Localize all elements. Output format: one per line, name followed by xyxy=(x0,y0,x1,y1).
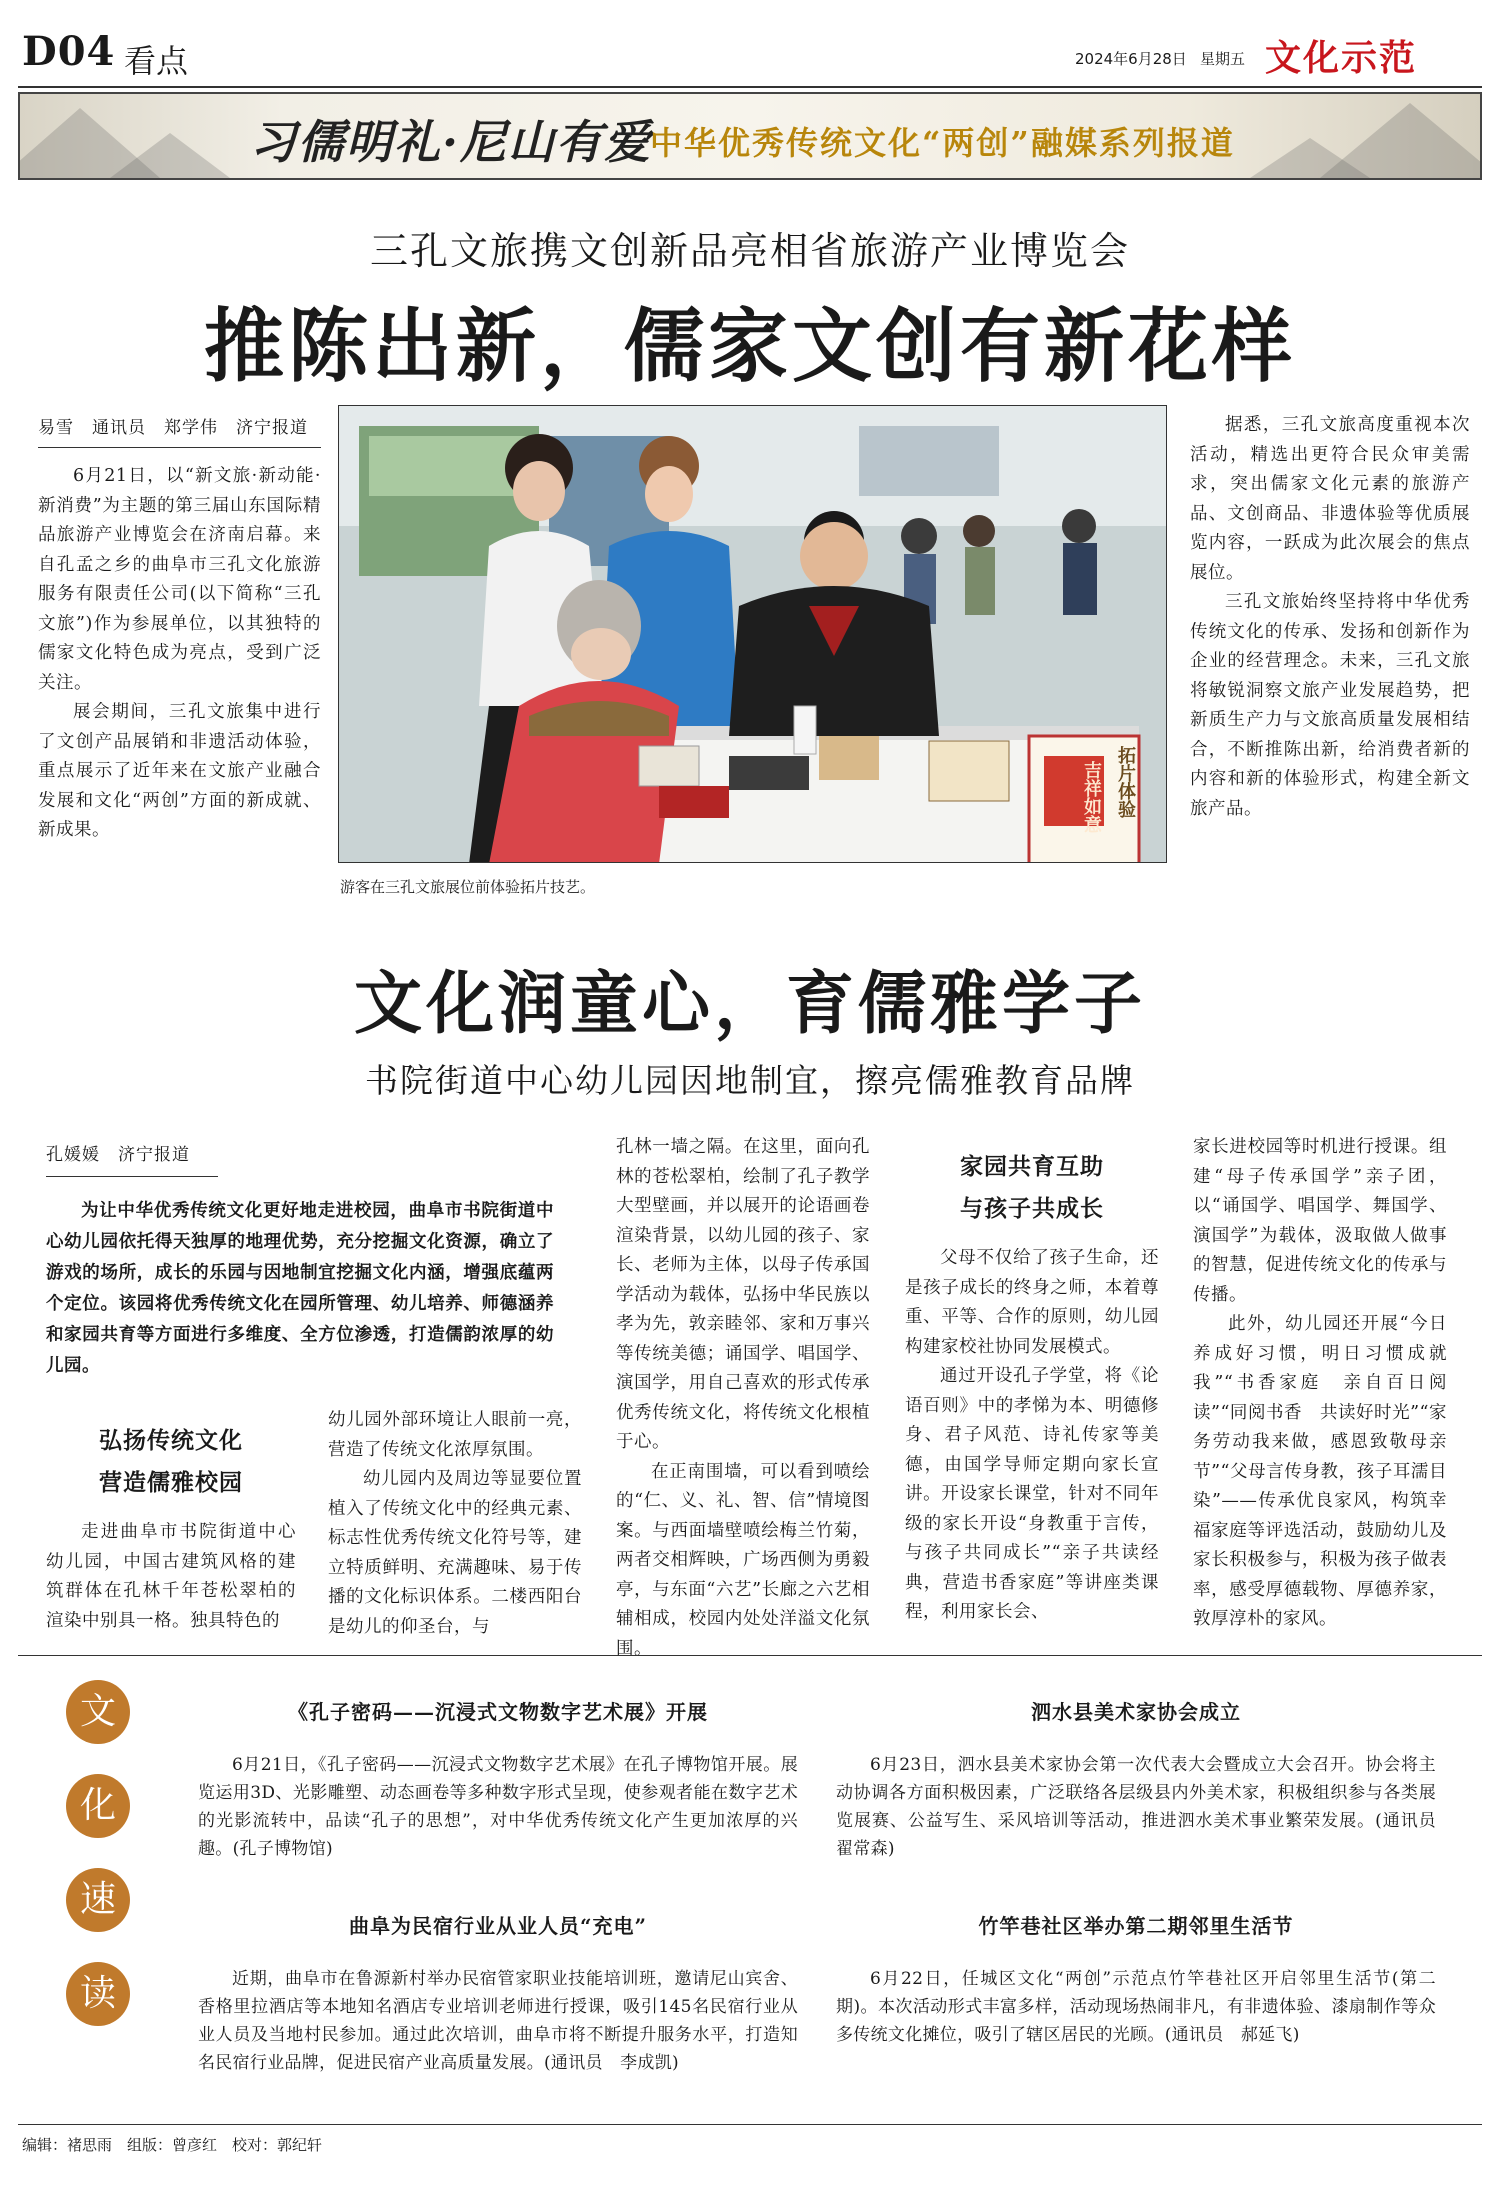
quickread-label-char: 速 xyxy=(66,1868,130,1932)
quickread-item-title: 泗水县美术家协会成立 xyxy=(1031,1700,1241,1724)
article1-photo xyxy=(338,405,1167,863)
section-rule xyxy=(18,1655,1482,1656)
article2-title: 文化润童心，育儒雅学子 xyxy=(353,964,1146,1044)
article2-column-2 xyxy=(328,1406,582,1642)
article2-column-4 xyxy=(905,1146,1159,1628)
paragraph: 幼儿园外部环境让人眼前一亮，营造了传统文化浓厚氛围。 xyxy=(328,1410,582,1460)
quickread-label-char: 文 xyxy=(66,1680,130,1744)
paragraph: 通过开设孔子学堂，将《论语百则》中的孝悌为本、明德修身、君子风范、诗礼传家等美德，由国学导师定期向家长宣讲。开设家长课堂，针对不同年级的家长开设“身教重于言传，与孩子共同成长”“亲子共读经典，营造书香家庭”等讲座类课程，利用家长会、 xyxy=(905,1366,1159,1622)
article2-byline: 孔媛媛 济宁报道 xyxy=(46,1145,190,1165)
quickread-item-title: 竹竿巷社区举办第二期邻里生活节 xyxy=(978,1914,1294,1938)
article1-subtitle: 三孔文旅携文创新品亮相省旅游产业博览会 xyxy=(369,229,1130,273)
paragraph: 据悉，三孔文旅高度重视本次活动，精选出更符合民众审美需求，突出儒家文化元素的旅游产品、文创商品、非遗体验等优质展览内容，一跃成为此次展会的焦点展位。 xyxy=(1190,415,1470,583)
byline-rule xyxy=(46,1176,218,1177)
quickread-item-2 xyxy=(836,1696,1454,1863)
header-rule xyxy=(18,86,1482,88)
mountain-decoration xyxy=(110,133,230,178)
subhead-2-line2: 与孩子共成长 xyxy=(960,1195,1104,1222)
paragraph: 在正南围墙，可以看到喷绘的“仁、义、礼、智、信”情境图案。与西面墙壁喷绘梅兰竹菊，两者交相辉映，广场西侧为勇毅亭，与东面“六艺”长廊之六艺相辅相成，校园内处处洋溢文化氛围。 xyxy=(616,1461,870,1659)
paragraph: 三孔文旅始终坚持将中华优秀传统文化的传承、发扬和创新作为企业的经营理念。未来，三孔文旅将敏锐洞察文旅产业发展趋势，把新质生产力与文旅高质量发展相结合，不断推陈出新，给消费者新的内容和新的体验形式，构建全新文旅产品。 xyxy=(1190,592,1470,819)
article2-column-5 xyxy=(1193,1133,1447,1635)
banner-series-title: 中华优秀传统文化“两创”融媒系列报道 xyxy=(650,124,1235,162)
section-name: 看点 xyxy=(124,42,189,80)
exhibition-photo-illustration xyxy=(339,406,1167,863)
footer-rule xyxy=(18,2124,1482,2125)
paragraph: 6月21日，以“新文旅·新动能·新消费”为主题的第三届山东国际精品旅游产业博览会在济南启幕。来自孔孟之乡的曲阜市三孔文化旅游服务有限责任公司(以下简称“三孔文旅”)作为参展单位，以其独特的儒家文化特色成为亮点，受到广泛关注。 xyxy=(38,466,321,693)
photo-red-seal-text: 吉祥如意 xyxy=(1081,761,1102,833)
subhead-1-line2: 营造儒雅校园 xyxy=(99,1469,243,1496)
article2-column-1 xyxy=(46,1420,296,1636)
quickread-item-body: 6月23日，泗水县美术家协会第一次代表大会暨成立大会召开。协会将主动协调各方面积极因素，广泛联络各层级县内外美术家，积极组织参与各类展览展赛、公益写生、采风培训等活动，推进泗水美术事业繁荣发展。(通讯员 翟常森) xyxy=(836,1755,1454,1859)
article1-byline: 易雪 通讯员 郑学伟 济宁报道 xyxy=(38,418,308,438)
paper-logo: 文化示范 xyxy=(1265,37,1418,79)
byline-rule xyxy=(38,447,321,448)
article2-subtitle: 书院街道中心幼儿园因地制宜，擦亮儒雅教育品牌 xyxy=(365,1061,1135,1100)
quickread-label-char: 化 xyxy=(66,1774,130,1838)
quickread-item-body: 近期，曲阜市在鲁源新村举办民宿管家职业技能培训班，邀请尼山宾舍、香格里拉酒店等本地知名酒店专业培训老师进行授课，吸引145名民宿行业从业人员及当地村民参加。通过此次培训，曲阜市将不断提升服务水平，打造知名民宿行业品牌，促进民宿产业高质量发展。(通讯员 李成凯) xyxy=(198,1969,798,2073)
subhead-2-line1: 家园共育互助 xyxy=(960,1153,1104,1180)
quickread-item-title: 曲阜为民宿行业从业人员“充电” xyxy=(348,1914,647,1938)
paragraph: 孔林一墙之隔。在这里，面向孔林的苍松翠柏，绘制了孔子教学大型壁画，并以展开的论语画卷渲染背景，以幼儿园的孩子、家长、老师为主体，以母子传承国学活动为载体，弘扬中华民族以孝为先，敦亲睦邻、家和万事兴等传统美德；诵国学、唱国学、演国学，用自己喜欢的形式传承优秀传统文化，将传统文化根植于心。 xyxy=(616,1137,870,1452)
quickread-item-1 xyxy=(198,1696,798,1863)
photo-sign-text: 拓片体验 xyxy=(1115,746,1136,818)
quickread-item-3 xyxy=(198,1910,798,2077)
paragraph: 父母不仅给了孩子生命，还是孩子成长的终身之师，本着尊重、平等、合作的原则，幼儿园构建家校社协同发展模式。 xyxy=(905,1248,1159,1357)
paragraph: 幼儿园内及周边等显要位置植入了传统文化中的经典元素、标志性优秀传统文化符号等，建立特质鲜明、充满趣味、易于传播的文化标识体系。二楼西阳台是幼儿的仰圣台，与 xyxy=(328,1469,582,1637)
article1-title: 推陈出新，儒家文创有新花样 xyxy=(204,299,1296,393)
quickread-label-char: 读 xyxy=(66,1962,130,2026)
paragraph: 展会期间，三孔文旅集中进行了文创产品展销和非遗活动体验，重点展示了近年来在文旅产业融合发展和文化“两创”方面的新成就、新成果。 xyxy=(38,702,321,840)
issue-date: 2024年6月28日 xyxy=(1075,50,1187,68)
article1-left-column xyxy=(38,462,321,846)
photo-caption: 游客在三孔文旅展位前体验拓片技艺。 xyxy=(340,878,596,896)
quickread-item-body: 6月21日，《孔子密码——沉浸式文物数字艺术展》在孔子博物馆开展。展览运用3D、光影雕塑、动态画卷等多种数字形式呈现，使参观者能在数字艺术的光影流转中，品读“孔子的思想”，对中华优秀传统文化产生更加浓厚的兴趣。(孔子博物馆) xyxy=(198,1755,798,1859)
quickread-item-body: 6月22日，任城区文化“两创”示范点竹竿巷社区开启邻里生活节(第二期)。本次活动形式丰富多样，活动现场热闹非凡，有非遗体验、漆扇制作等众多传统文化摊位，吸引了辖区居民的光顾。(通讯员 郝延飞) xyxy=(836,1969,1436,2045)
quickread-item-title: 《孔子密码——沉浸式文物数字艺术展》开展 xyxy=(288,1700,708,1724)
quickread-item-4 xyxy=(836,1910,1436,2049)
page-number: D04 xyxy=(22,28,116,75)
paragraph: 此外，幼儿园还开展“今日养成好习惯，明日习惯成就我”“书香家庭 亲自百日阅读”“同阅书香 共读好时光”“家务劳动我来做，感恩致敬母亲节”“父母言传身教，孩子耳濡目染”——传承优良家风，构筑幸福家庭等评选活动，鼓励幼儿及家长积极参与，积极为孩子做表率，感受厚德载物、厚德养家，敦厚淳朴的家风。 xyxy=(1193,1314,1447,1629)
subhead-1-line1: 弘扬传统文化 xyxy=(99,1427,243,1454)
paragraph: 家长进校园等时机进行授课。组建“母子传承国学”亲子团，以“诵国学、唱国学、舞国学、演国学”为载体，汲取做人做事的智慧，促进传统文化的传承与传播。 xyxy=(1193,1137,1447,1305)
mountain-decoration xyxy=(1250,138,1370,178)
issue-weekday: 星期五 xyxy=(1200,50,1246,68)
footer-credits: 编辑：褚思雨 组版：曾彦红 校对：郭纪轩 xyxy=(22,2136,323,2154)
article2-column-3 xyxy=(616,1133,870,1664)
lead-paragraph: 为让中华优秀传统文化更好地走进校园，曲阜市书院街道中心幼儿园依托得天独厚的地理优势，充分挖掘文化资源，确立了游戏的场所，成长的乐园与因地制宜挖掘文化内涵，增强底蕴两个定位。该园将优秀传统文化在园所管理、幼儿培养、师德涵养和家园共育等方面进行多维度、全方位渗透，打造儒韵浓厚的幼儿园。 xyxy=(46,1201,554,1376)
banner-slogan: 习儒明礼·尼山有爱 xyxy=(250,115,653,169)
article2-lead xyxy=(46,1196,554,1382)
paragraph: 走进曲阜市书院街道中心幼儿园，中国古建筑风格的建筑群体在孔林千年苍松翠柏的渲染中别具一格。独具特色的 xyxy=(46,1522,296,1631)
series-banner xyxy=(18,92,1482,180)
article1-right-column xyxy=(1190,411,1470,824)
